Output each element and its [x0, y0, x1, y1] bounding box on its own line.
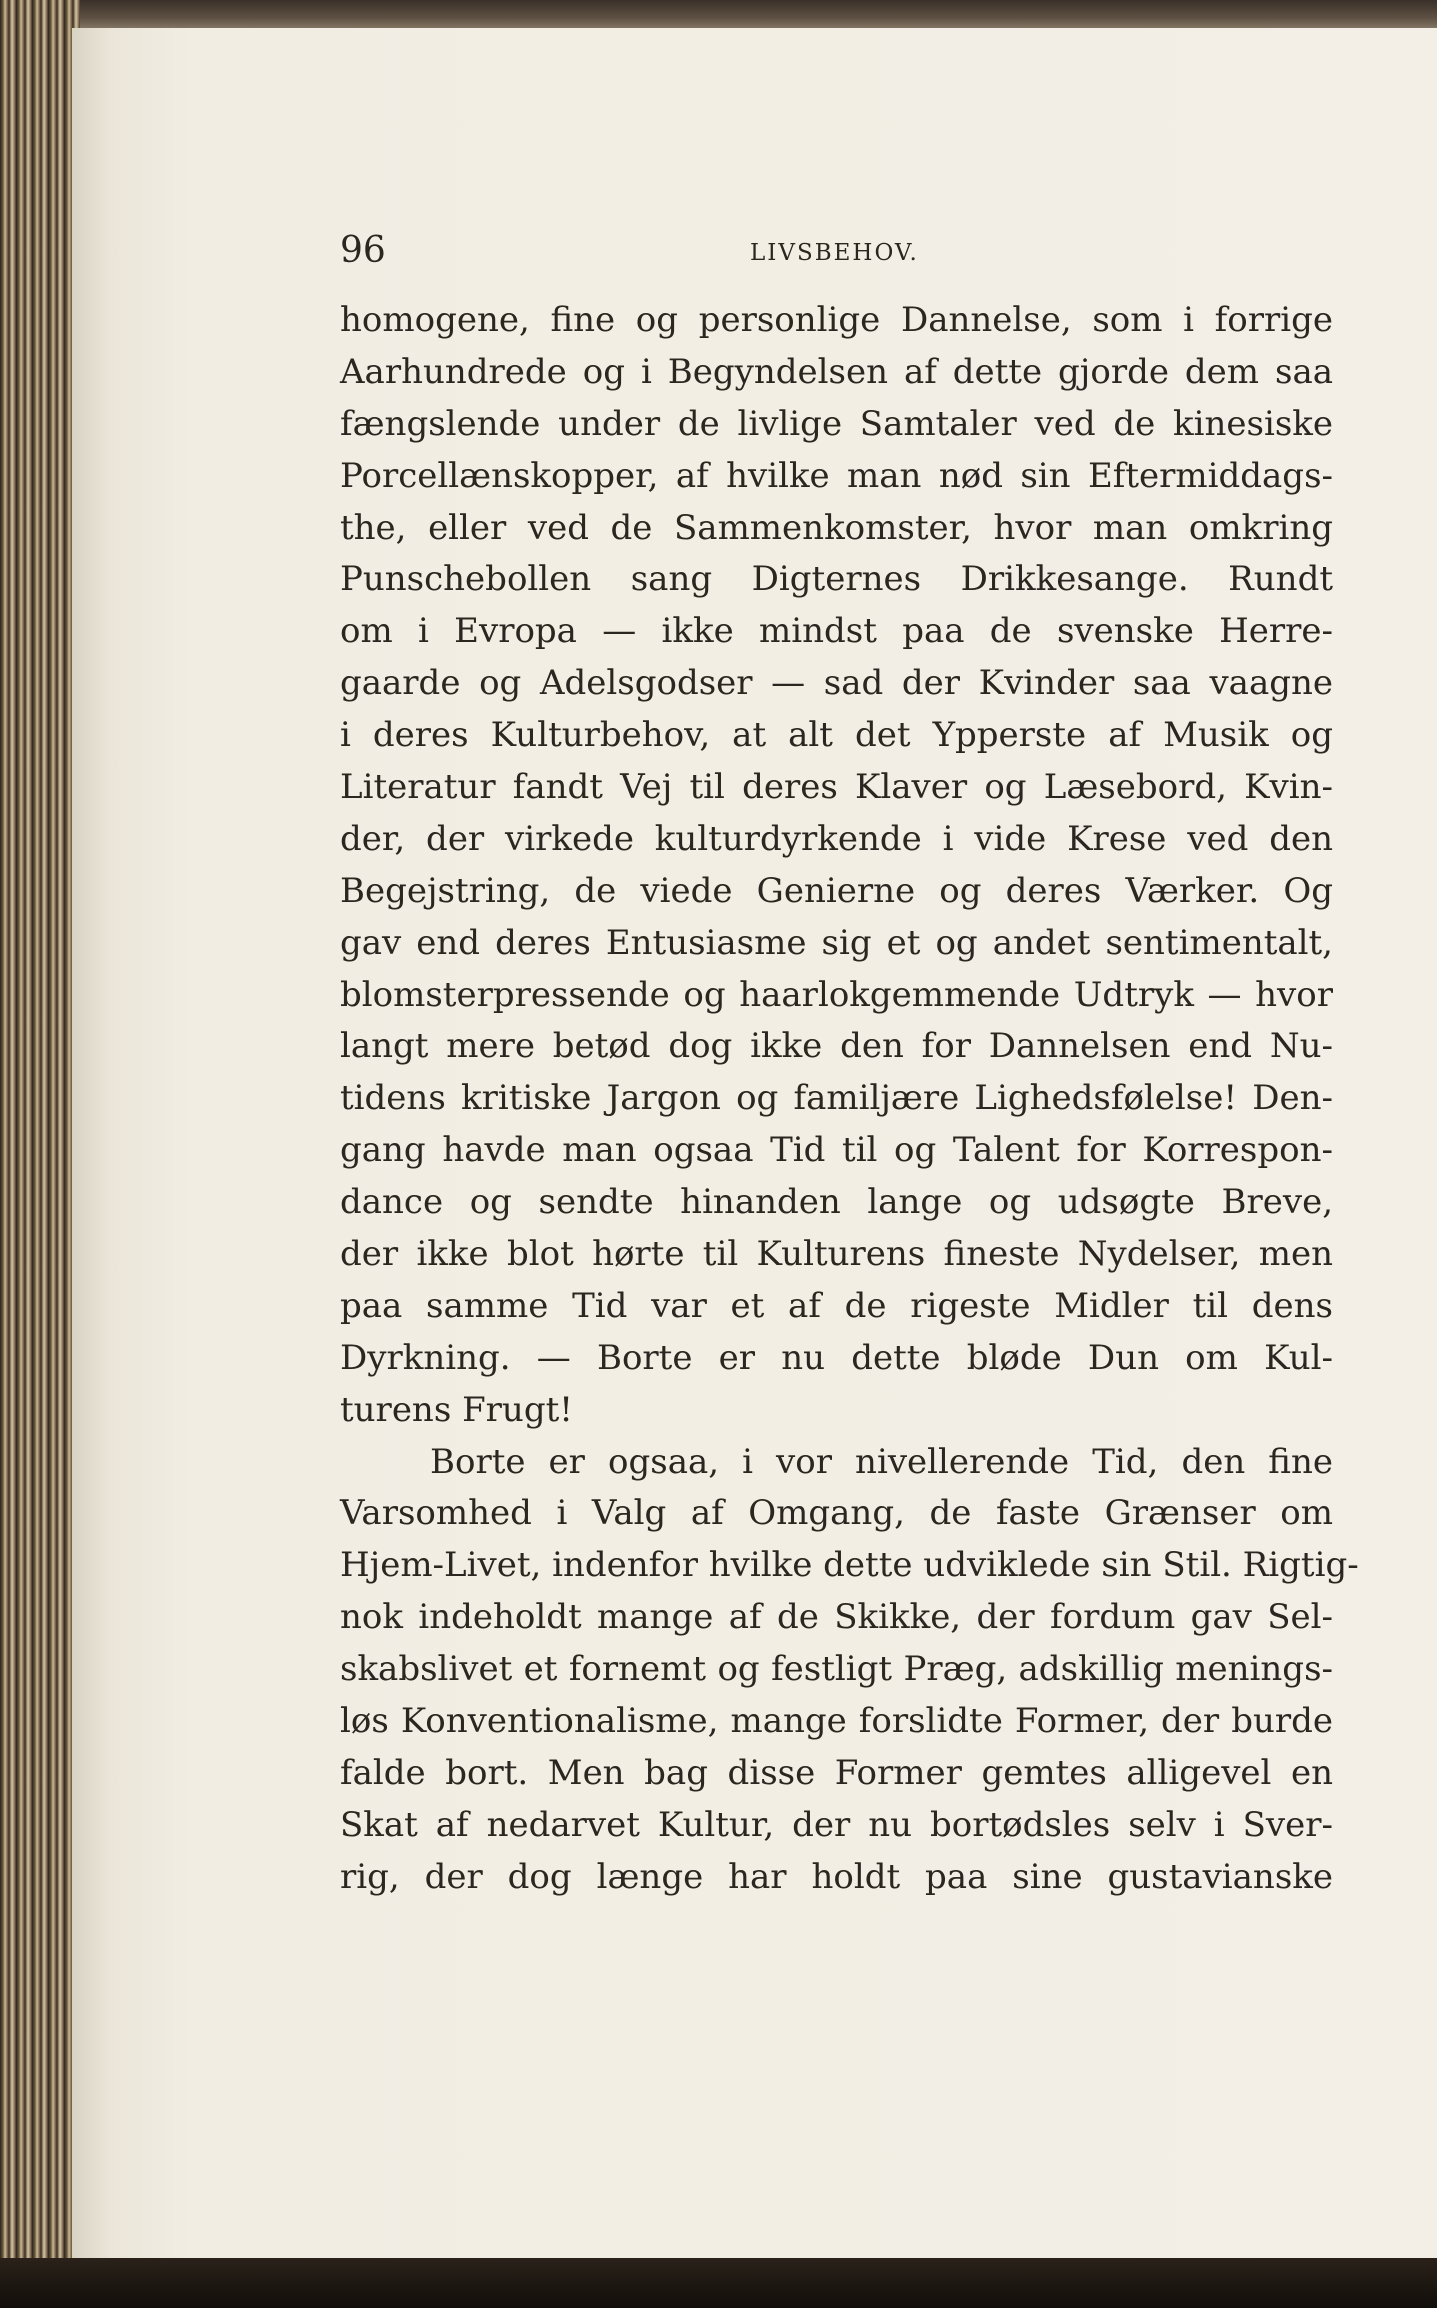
running-head: [340, 225, 1333, 295]
text-line: Porcellænskopper, af hvilke man nød sin Eftermiddags-: [340, 455, 1333, 496]
top-page-edge: [0, 0, 1437, 30]
text-line: tidens kritiske Jargon og familjære Lighedsfølelse! Den-: [340, 1078, 1333, 1119]
paragraph-end-line: turens Frugt!: [340, 1389, 573, 1430]
text-line: Punschebollen sang Digternes Drikkesange. Rundt: [340, 559, 1333, 600]
text-line: rig, der dog længe har holdt paa sine gustavianske: [340, 1856, 1333, 1897]
text-line: fængslende under de livlige Samtaler ved de kinesiske: [340, 403, 1333, 444]
text-line: løs Konventionalisme, mange forslidte Former, der burde: [340, 1701, 1333, 1742]
text-line: the, eller ved de Sammenkomster, hvor man omkring: [340, 507, 1333, 548]
text-line: i deres Kulturbehov, at alt det Ypperste af Musik og: [340, 715, 1333, 756]
running-title: LIVSBEHOV.: [750, 240, 919, 266]
text-line: Dyrkning. — Borte er nu dette bløde Dun om Kul-: [340, 1337, 1333, 1378]
text-line: Begejstring, de viede Genierne og deres Værker. Og: [340, 870, 1333, 911]
text-line: falde bort. Men bag disse Former gemtes alligevel en: [340, 1752, 1333, 1793]
text-line: Varsomhed i Valg af Omgang, de faste Grænser om: [340, 1493, 1333, 1534]
text-line: Aarhundrede og i Begyndelsen af dette gjorde dem saa: [340, 351, 1333, 392]
body-text: [340, 295, 1359, 1904]
text-line: gav end deres Entusiasme sig et og andet sentimentalt,: [340, 922, 1333, 963]
text-line: nok indeholdt mange af de Skikke, der fordum gav Sel-: [340, 1597, 1333, 1638]
text-line: der, der virkede kulturdyrkende i vide Krese ved den: [340, 818, 1333, 859]
book-binding-edge: [0, 0, 80, 2308]
text-line: Literatur fandt Vej til deres Klaver og Læsebord, Kvin-: [340, 767, 1333, 808]
text-line: blomsterpressende og haarlokgemmende Udtryk — hvor: [340, 974, 1333, 1015]
page-number: 96: [340, 230, 386, 271]
text-line: langt mere betød dog ikke den for Dannelsen end Nu-: [340, 1026, 1333, 1067]
paragraph-start-line: Borte er ogsaa, i vor nivellerende Tid, den fine: [430, 1441, 1333, 1482]
text-line: der ikke blot hørte til Kulturens fineste Nydelser, men: [340, 1234, 1333, 1275]
text-block: [340, 225, 1359, 1904]
text-line: homogene, fine og personlige Dannelse, som i forrige: [340, 300, 1333, 340]
text-line: gaarde og Adelsgodser — sad der Kvinder saa vaagne: [340, 663, 1333, 704]
text-line: gang havde man ogsaa Tid til og Talent for Korrespon-: [340, 1130, 1333, 1171]
text-line: paa samme Tid var et af de rigeste Midler til dens: [340, 1285, 1333, 1326]
text-line: skabslivet et fornemt og festligt Præg, adskillig menings-: [340, 1649, 1333, 1690]
text-line: Hjem-Livet, indenfor hvilke dette udviklede sin Stil. Rigtig-: [340, 1545, 1359, 1586]
text-line: Skat af nedarvet Kultur, der nu bortødsles selv i Sver-: [340, 1804, 1333, 1845]
text-line: dance og sendte hinanden lange og udsøgte Breve,: [340, 1182, 1333, 1223]
bottom-page-edge: [0, 2258, 1437, 2308]
text-line: om i Evropa — ikke mindst paa de svenske Herre-: [340, 611, 1333, 652]
